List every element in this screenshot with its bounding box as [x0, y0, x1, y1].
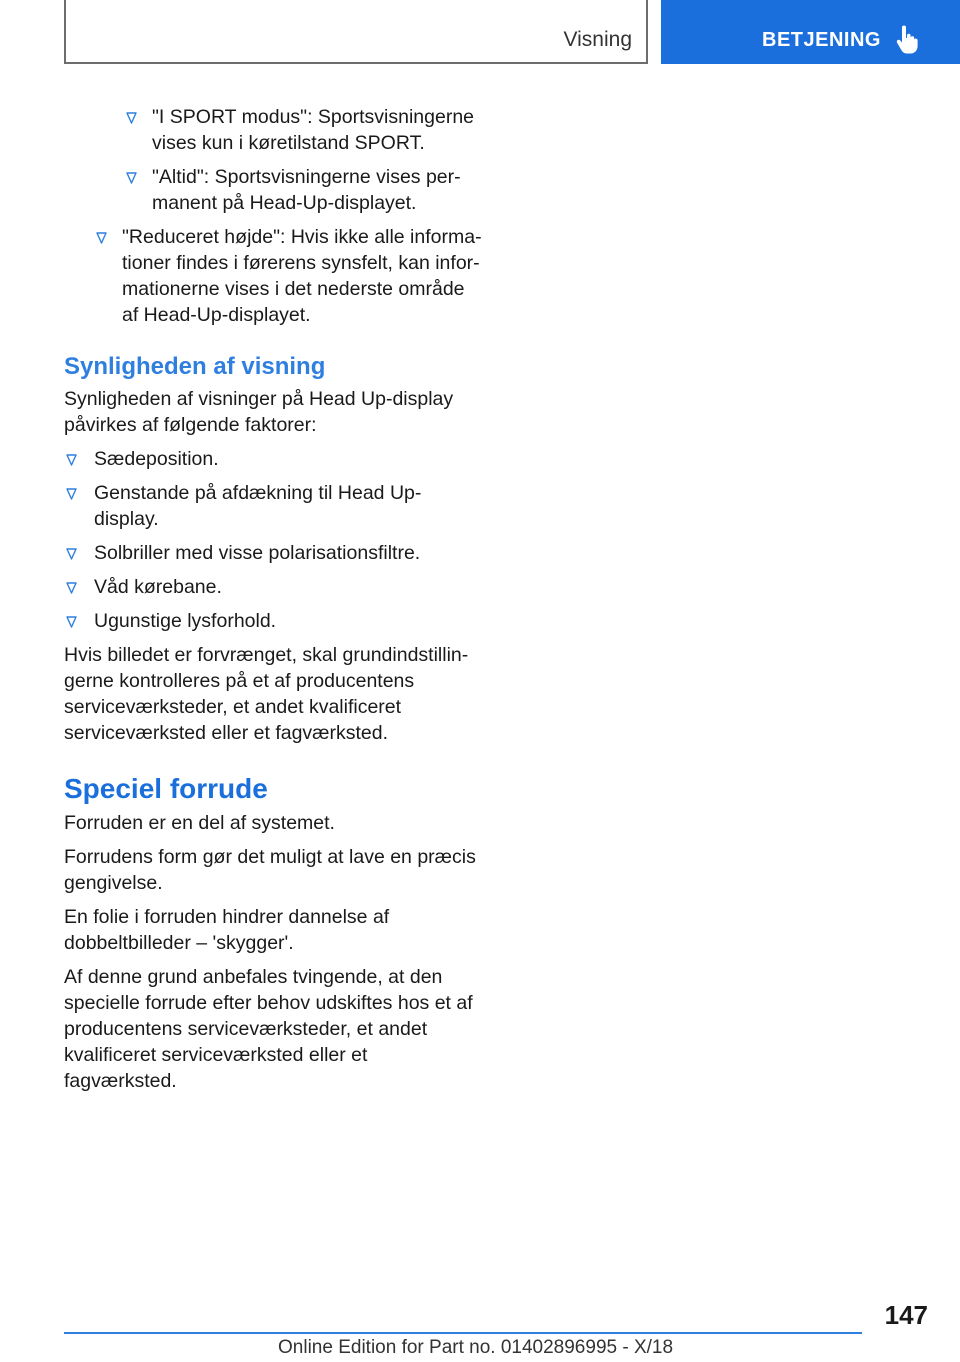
bullet-triangle-icon	[66, 548, 77, 560]
bullet-triangle-icon	[96, 232, 107, 244]
bullet-triangle-icon	[126, 112, 137, 124]
bullet-text: Sædeposition.	[94, 448, 219, 470]
paragraph: En folie i forruden hindrer dannelse af dobbeltbilleder – 'skygger'.	[64, 906, 390, 954]
windshield-paragraphs	[64, 810, 482, 1094]
bullet-triangle-icon	[126, 172, 137, 184]
bullet-triangle-icon	[66, 488, 77, 500]
bullet-text: Ugunstige lysforhold.	[94, 610, 277, 632]
bullet-item	[64, 540, 482, 566]
pointing-hand-icon	[895, 25, 919, 55]
bullet-item	[64, 574, 482, 600]
page-number: 147	[884, 1300, 928, 1330]
paragraph: Af denne grund anbefales tvingende, at den specielle forrude efter behov udskiftes hos et af producentens serviceværksteder, et andet kvalificeret serviceværksted eller et fagværksted.	[64, 966, 473, 1092]
section-heading-windshield: Speciel forrude	[64, 773, 268, 804]
bullet-triangle-icon	[66, 454, 77, 466]
bullet-item	[64, 104, 482, 156]
header-section-title: Visning	[563, 28, 632, 51]
section1-intro: Synligheden af visninger på Head Up-display påvirkes af følgende faktorer:	[64, 388, 454, 436]
bullet-text: "Reduceret højde": Hvis ikke alle informationer findes i førerens synsfelt, kan informationerne vises i det nederste område af Head-Up-displayet.	[122, 226, 482, 326]
header-section-box	[64, 0, 648, 64]
header-chapter-title: BETJENING	[762, 29, 881, 51]
bullet-text: Solbriller med visse polarisationsfiltre.	[94, 542, 421, 564]
bullet-triangle-icon	[66, 616, 77, 628]
bullet-item	[64, 480, 482, 532]
bullet-item	[64, 224, 482, 328]
bullet-item	[64, 164, 482, 216]
paragraph: Forrudens form gør det muligt at lave en præcis gengivelse.	[64, 846, 476, 894]
paragraph: Forruden er en del af systemet.	[64, 812, 335, 834]
bullet-text: "Altid": Sportsvisningerne vises permanent på Head-Up-displayet.	[152, 166, 461, 214]
bullet-text: "I SPORT modus": Sportsvisningerne vises kun i køretilstand SPORT.	[152, 106, 475, 154]
footer-edition: Online Edition for Part no. 01402896995 - X/18	[278, 1337, 674, 1358]
bullet-text: Våd kørebane.	[94, 576, 222, 598]
page-content	[64, 104, 482, 1102]
section-heading-visibility: Synligheden af visning	[64, 353, 326, 380]
footer-rule	[64, 1332, 862, 1334]
section1-outro: Hvis billedet er forvrænget, skal grundindstillingerne kontrolleres på et af producentens serviceværksteder, et andet kvalificeret serviceværksted eller et fagværksted.	[64, 644, 469, 744]
header-chapter-tab[interactable]	[661, 0, 960, 64]
bullet-text: Genstande på afdækning til Head Up-display.	[94, 482, 422, 530]
factor-bullet-list	[64, 446, 482, 634]
bullet-item	[64, 446, 482, 472]
bullet-item	[64, 608, 482, 634]
bullet-triangle-icon	[66, 582, 77, 594]
intro-bullet-list	[64, 104, 482, 328]
